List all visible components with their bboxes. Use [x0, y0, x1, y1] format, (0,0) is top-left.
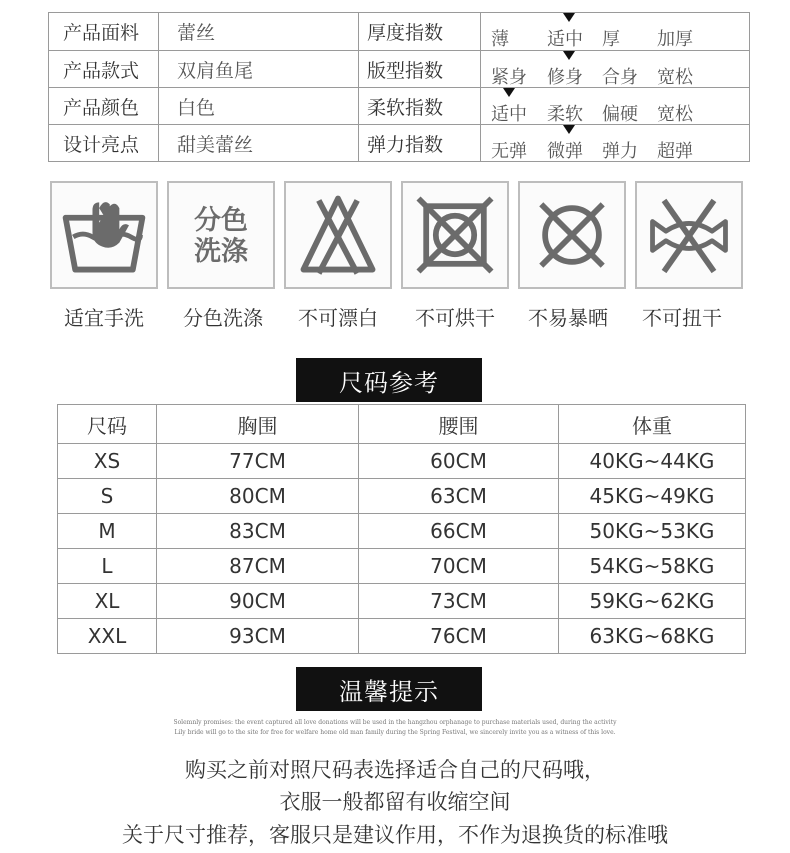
scale-option: 柔软 [547, 104, 583, 125]
chest-cell: 77CM [157, 444, 359, 478]
index-label: 弹力指数 [359, 125, 481, 161]
index-label: 厚度指数 [359, 13, 481, 50]
size-section-title: 尺码参考 [296, 358, 482, 402]
tip-line: 购买之前对照尺码表选择适合自己的尺码哦， [185, 758, 605, 782]
care-label-no-bleach: 不可漂白 [298, 306, 378, 330]
index-label: 柔软指数 [359, 88, 481, 124]
table-row [58, 443, 745, 478]
attr-label: 产品面料 [49, 13, 159, 50]
size-cell: XS [58, 444, 157, 478]
weight-cell: 45KG~49KG [589, 484, 715, 508]
selected-marker-icon [563, 125, 575, 134]
separate-wash-icon [167, 181, 275, 289]
hand-wash-icon [50, 181, 158, 289]
attr-label: 产品颜色 [49, 88, 159, 124]
scale-option: 加厚 [657, 29, 693, 50]
size-cell: S [58, 479, 157, 513]
tip-line: 衣服一般都留有收缩空间 [279, 790, 511, 814]
index-scale [481, 88, 749, 124]
attributes-table [48, 12, 750, 162]
attr-row-style [49, 50, 749, 87]
tip-line: 关于尺寸推荐，客服只是建议作用，不作为退换货的标准哦 [122, 823, 668, 847]
weight-cell: 59KG~62KG [589, 589, 715, 613]
fine-print: Solemnly promises: the event captured all love donations will be used in the hangzhou orphanage to purchase materials used, during the activity [173, 719, 617, 726]
table-row [58, 548, 745, 583]
scale-option: 宽松 [657, 67, 693, 88]
chest-cell: 83CM [157, 514, 359, 548]
no-bleach-icon [284, 181, 392, 289]
scale-option: 修身 [547, 67, 583, 88]
waist-cell: 60CM [359, 444, 559, 478]
tips-section-title: 温馨提示 [296, 667, 482, 711]
care-label-separate-wash: 分色洗涤 [183, 306, 263, 330]
waist-cell: 70CM [359, 549, 559, 583]
attr-value: 甜美蕾丝 [159, 125, 359, 161]
attr-value: 双肩鱼尾 [159, 51, 359, 87]
scale-option: 微弹 [547, 141, 583, 162]
scale-option: 偏硬 [602, 104, 638, 125]
care-label-hand-wash: 适宜手洗 [64, 306, 144, 330]
scale-option: 超弹 [657, 141, 693, 162]
care-label-no-sun-dry: 不易暴晒 [528, 306, 608, 330]
size-cell: M [58, 514, 157, 548]
column-header: 尺码 [58, 405, 157, 443]
selected-marker-icon [503, 88, 515, 97]
icon-text: 分色 [194, 205, 248, 237]
table-row [58, 618, 745, 653]
scale-option: 厚 [602, 29, 620, 50]
attr-value: 白色 [159, 88, 359, 124]
waist-cell: 66CM [359, 514, 559, 548]
table-row [58, 583, 745, 618]
table-row [58, 478, 745, 513]
scale-option: 薄 [491, 29, 509, 50]
attr-label: 设计亮点 [49, 125, 159, 161]
no-wring-icon [635, 181, 743, 289]
attr-row-color [49, 87, 749, 124]
attr-value: 蕾丝 [159, 13, 359, 50]
care-label-no-tumble-dry: 不可烘干 [415, 306, 495, 330]
scale-option: 合身 [602, 67, 638, 88]
column-header: 腰围 [359, 405, 559, 443]
waist-cell: 73CM [359, 584, 559, 618]
scale-option: 无弹 [491, 141, 527, 162]
size-cell: L [58, 549, 157, 583]
table-row [58, 513, 745, 548]
chest-cell: 80CM [157, 479, 359, 513]
attr-row-highlight [49, 124, 749, 161]
selected-marker-icon [563, 13, 575, 22]
table-header [58, 405, 745, 443]
fine-print: Lily bride will go to the site for free for welfare home old man family during the Spring Festival, we sincerely invite you as a witness of this love. [174, 729, 616, 736]
chest-cell: 90CM [157, 584, 359, 618]
index-label: 版型指数 [359, 51, 481, 87]
chest-cell: 93CM [157, 619, 359, 653]
attr-label: 产品款式 [49, 51, 159, 87]
care-label-no-wring: 不可扭干 [642, 306, 722, 330]
no-sun-dry-icon [518, 181, 626, 289]
waist-cell: 63CM [359, 479, 559, 513]
weight-cell: 50KG~53KG [589, 519, 715, 543]
column-header: 体重 [632, 413, 672, 438]
size-cell: XXL [58, 619, 157, 653]
chest-cell: 87CM [157, 549, 359, 583]
index-scale [481, 125, 749, 161]
size-cell: XL [58, 584, 157, 618]
scale-option: 适中 [491, 104, 527, 125]
scale-option: 宽松 [657, 104, 693, 125]
waist-cell: 76CM [359, 619, 559, 653]
weight-cell: 54KG~58KG [589, 554, 715, 578]
attr-row-fabric [49, 13, 749, 50]
no-tumble-dry-icon [401, 181, 509, 289]
weight-cell: 40KG~44KG [589, 449, 715, 473]
size-table [57, 404, 746, 654]
index-scale [481, 13, 749, 50]
icon-text: 洗涤 [194, 235, 248, 267]
scale-option: 适中 [547, 29, 583, 50]
scale-option: 弹力 [602, 141, 638, 162]
column-header: 胸围 [157, 405, 359, 443]
scale-option: 紧身 [491, 67, 527, 88]
weight-cell: 63KG~68KG [589, 624, 715, 648]
index-scale [481, 51, 749, 87]
selected-marker-icon [563, 51, 575, 60]
